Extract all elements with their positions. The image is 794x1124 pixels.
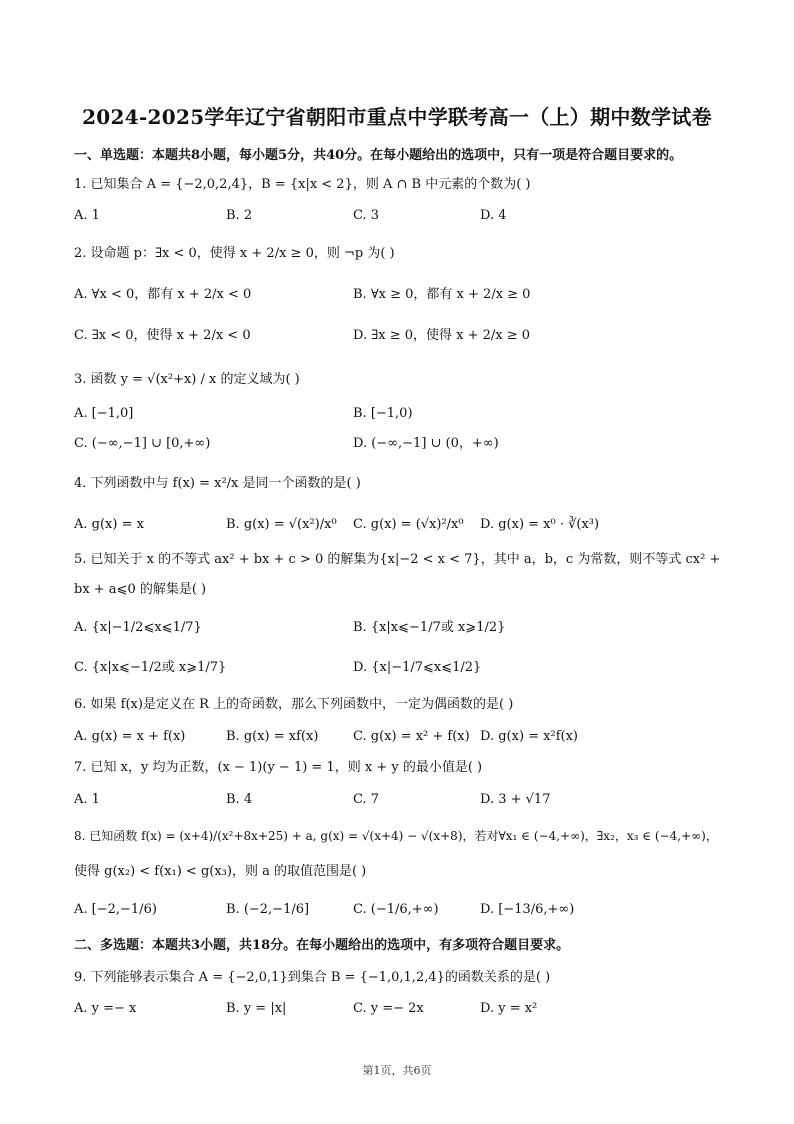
question-8-option-d: D. [−13/6,+∞) [480, 902, 575, 917]
question-6-option-b: B. g(x) = xf(x) [226, 729, 319, 744]
question-2-option-d: D. ∃x ≥ 0，使得 x + 2/x ≥ 0 [353, 328, 531, 343]
question-7-option-d: D. 3 + √17 [480, 792, 551, 807]
question-8-stem-line-2: 使得 g(x₂) < f(x₁) < g(x₃)，则 a 的取值范围是( ) [74, 864, 367, 879]
question-8-option-a: A. [−2,−1/6) [74, 902, 157, 917]
question-6-option-d: D. g(x) = x²f(x) [480, 729, 579, 744]
question-2-stem: 2. 设命题 p：∃x < 0，使得 x + 2/x ≥ 0，则 ¬p 为( ) [74, 246, 395, 261]
question-4-option-b: B. g(x) = √(x²)/x⁰ [226, 517, 337, 532]
question-1-option-d: D. 4 [480, 208, 507, 223]
question-1-option-c: C. 3 [353, 208, 380, 223]
question-3-option-b: B. [−1,0) [353, 406, 413, 421]
page-title: 2024-2025学年辽宁省朝阳市重点中学联考高一（上）期中数学试卷 [82, 105, 712, 129]
question-2-option-c: C. ∃x < 0，使得 x + 2/x < 0 [74, 328, 251, 343]
question-1-option-b: B. 2 [226, 208, 253, 223]
question-8-stem-line-1: 8. 已知函数 f(x) = (x+4)/(x²+8x+25) + a, g(x) = √(x+4) − √(x+8)，若对∀x₁ ∈ (−4,+∞)，∃x₂，x₃ ∈ (−4,+∞)， [74, 829, 718, 843]
question-7-option-a: A. 1 [74, 792, 100, 807]
question-1-option-a: A. 1 [74, 208, 100, 223]
question-4-stem: 4. 下列函数中与 f(x) = x²/x 是同一个函数的是( ) [74, 476, 361, 491]
question-5-stem-line-1: 5. 已知关于 x 的不等式 ax² + bx + c > 0 的解集为{x|−2 < x < 7}，其中 a，b，c 为常数，则不等式 cx² + [74, 552, 721, 567]
question-7-option-b: B. 4 [226, 792, 253, 807]
question-7-stem: 7. 已知 x，y 均为正数，(x − 1)(y − 1) = 1，则 x + y 的最小值是( ) [74, 760, 483, 775]
question-8-option-c: C. (−1/6,+∞) [353, 902, 439, 917]
question-5-option-d: D. {x|−1/7⩽x⩽1/2} [353, 660, 482, 675]
question-5-option-c: C. {x|x⩽−1/2或 x⩾1/7} [74, 660, 227, 675]
question-3-option-a: A. [−1,0] [74, 406, 134, 421]
question-9-stem: 9. 下列能够表示集合 A = {−2,0,1}到集合 B = {−1,0,1,2,4}的函数关系的是( ) [74, 970, 551, 985]
question-6-option-a: A. g(x) = x + f(x) [74, 729, 186, 744]
question-9-option-b: B. y = |x| [226, 1001, 287, 1016]
question-3-stem: 3. 函数 y = √(x²+x) / x 的定义域为( ) [74, 372, 300, 387]
page-footer: 第1页，共6页 [362, 1064, 432, 1077]
question-6-stem: 6. 如果 f(x)是定义在 R 上的奇函数，那么下列函数中，一定为偶函数的是( ) [74, 697, 514, 712]
question-5-stem-line-2: bx + a⩽0 的解集是( ) [74, 582, 207, 597]
question-9-option-c: C. y =− 2x [353, 1001, 424, 1016]
question-5-option-b: B. {x|x⩽−1/7或 x⩾1/2} [353, 620, 506, 635]
question-9-option-a: A. y =− x [74, 1001, 137, 1016]
question-4-option-d: D. g(x) = x⁰ · ∛(x³) [480, 517, 600, 532]
section-heading-multiple-choice: 二、多选题：本题共3小题，共18分。在每小题给出的选项中，有多项符合题目要求。 [74, 938, 570, 953]
question-4-option-a: A. g(x) = x [74, 517, 144, 532]
question-5-option-a: A. {x|−1/2⩽x⩽1/7} [74, 620, 202, 635]
question-4-option-c: C. g(x) = (√x)²/x⁰ [353, 517, 464, 532]
question-1-stem: 1. 已知集合 A = {−2,0,2,4}，B = {x|x < 2}，则 A ∩ B 中元素的个数为( ) [74, 177, 531, 192]
section-heading-single-choice: 一、单选题：本题共8小题，每小题5分，共40分。在每小题给出的选项中，只有一项是符合题目要求的。 [74, 148, 683, 163]
question-3-option-d: D. (−∞,−1] ∪ (0，+∞) [353, 436, 499, 451]
question-7-option-c: C. 7 [353, 792, 380, 807]
question-2-option-b: B. ∀x ≥ 0，都有 x + 2/x ≥ 0 [353, 287, 531, 302]
question-3-option-c: C. (−∞,−1] ∪ [0,+∞) [74, 436, 211, 451]
question-2-option-a: A. ∀x < 0，都有 x + 2/x < 0 [74, 287, 252, 302]
question-9-option-d: D. y = x² [480, 1001, 538, 1016]
question-6-option-c: C. g(x) = x² + f(x) [353, 729, 470, 744]
question-8-option-b: B. (−2,−1/6] [226, 902, 310, 917]
